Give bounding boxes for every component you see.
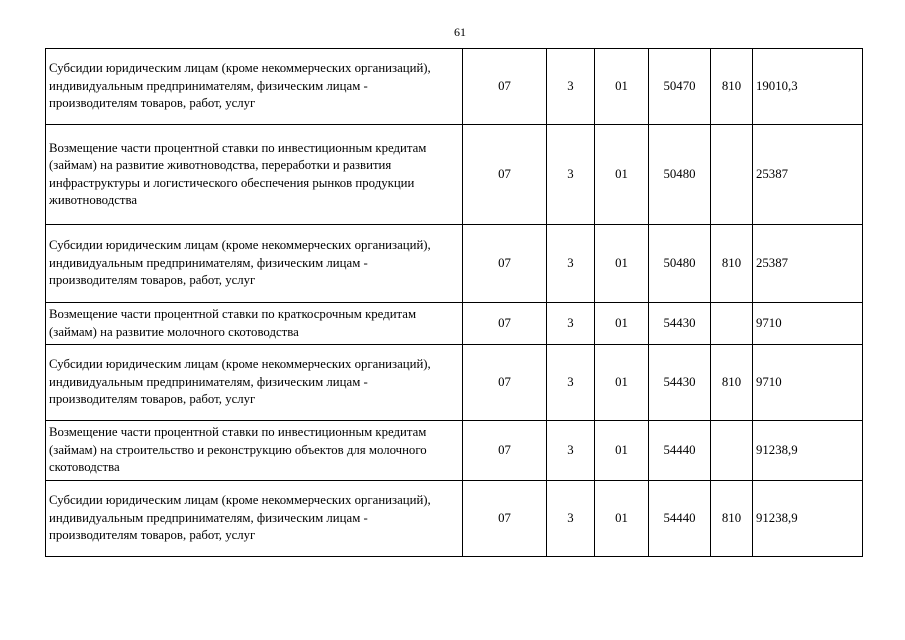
expense-name-cell: Субсидии юридическим лицам (кроме некоммерческих организаций), индивидуальным предпринимателям, физическим лицам - производителям товаров, работ, услуг (46, 481, 463, 557)
table-body (46, 49, 863, 557)
program-code-cell: 3 (547, 49, 595, 125)
page-number: 61 (454, 25, 466, 39)
subprogram-code-cell: 01 (595, 225, 649, 303)
table-row (46, 303, 863, 345)
section-code-cell: 07 (463, 49, 547, 125)
subprogram-code-cell: 01 (595, 481, 649, 557)
program-code-cell: 3 (547, 345, 595, 421)
amount-cell: 9710 (753, 303, 863, 345)
direction-code-cell: 50470 (649, 49, 711, 125)
subprogram-code-cell: 01 (595, 345, 649, 421)
expense-type-cell: 810 (711, 49, 753, 125)
program-code-cell: 3 (547, 225, 595, 303)
program-code-cell: 3 (547, 421, 595, 481)
amount-cell: 25387 (753, 225, 863, 303)
section-code-cell: 07 (463, 421, 547, 481)
subprogram-code-cell: 01 (595, 303, 649, 345)
table-row (46, 225, 863, 303)
expense-name-cell: Возмещение части процентной ставки по инвестиционным кредитам (займам) на строительство и реконструкцию объектов для молочного скотоводства (46, 421, 463, 481)
section-code-cell: 07 (463, 125, 547, 225)
table-row (46, 49, 863, 125)
direction-code-cell: 50480 (649, 125, 711, 225)
amount-cell: 25387 (753, 125, 863, 225)
subprogram-code-cell: 01 (595, 421, 649, 481)
amount-cell: 19010,3 (753, 49, 863, 125)
direction-code-cell: 54440 (649, 421, 711, 481)
expense-name-cell: Возмещение части процентной ставки по инвестиционным кредитам (займам) на развитие животноводства, переработки и развития инфраструктуры и логистического обеспечения рынков продукции животноводства (46, 125, 463, 225)
amount-cell: 91238,9 (753, 421, 863, 481)
expense-type-cell: 810 (711, 345, 753, 421)
program-code-cell: 3 (547, 125, 595, 225)
expense-name-cell: Субсидии юридическим лицам (кроме некоммерческих организаций), индивидуальным предпринимателям, физическим лицам - производителям товаров, работ, услуг (46, 345, 463, 421)
direction-code-cell: 54440 (649, 481, 711, 557)
expense-name-cell: Субсидии юридическим лицам (кроме некоммерческих организаций), индивидуальным предпринимателям, физическим лицам - производителям товаров, работ, услуг (46, 225, 463, 303)
section-code-cell: 07 (463, 345, 547, 421)
expense-type-cell (711, 303, 753, 345)
program-code-cell: 3 (547, 481, 595, 557)
direction-code-cell: 54430 (649, 345, 711, 421)
table-row (46, 421, 863, 481)
program-code-cell: 3 (547, 303, 595, 345)
amount-cell: 9710 (753, 345, 863, 421)
table-row (46, 481, 863, 557)
expense-type-cell (711, 421, 753, 481)
table-row (46, 125, 863, 225)
direction-code-cell: 54430 (649, 303, 711, 345)
expense-type-cell: 810 (711, 481, 753, 557)
subprogram-code-cell: 01 (595, 49, 649, 125)
table-row (46, 345, 863, 421)
budget-table (45, 48, 863, 557)
expense-type-cell: 810 (711, 225, 753, 303)
direction-code-cell: 50480 (649, 225, 711, 303)
amount-cell: 91238,9 (753, 481, 863, 557)
expense-type-cell (711, 125, 753, 225)
subprogram-code-cell: 01 (595, 125, 649, 225)
section-code-cell: 07 (463, 481, 547, 557)
expense-name-cell: Субсидии юридическим лицам (кроме некоммерческих организаций), индивидуальным предпринимателям, физическим лицам - производителям товаров, работ, услуг (46, 49, 463, 125)
section-code-cell: 07 (463, 225, 547, 303)
expense-name-cell: Возмещение части процентной ставки по краткосрочным кредитам (займам) на развитие молочного скотоводства (46, 303, 463, 345)
section-code-cell: 07 (463, 303, 547, 345)
